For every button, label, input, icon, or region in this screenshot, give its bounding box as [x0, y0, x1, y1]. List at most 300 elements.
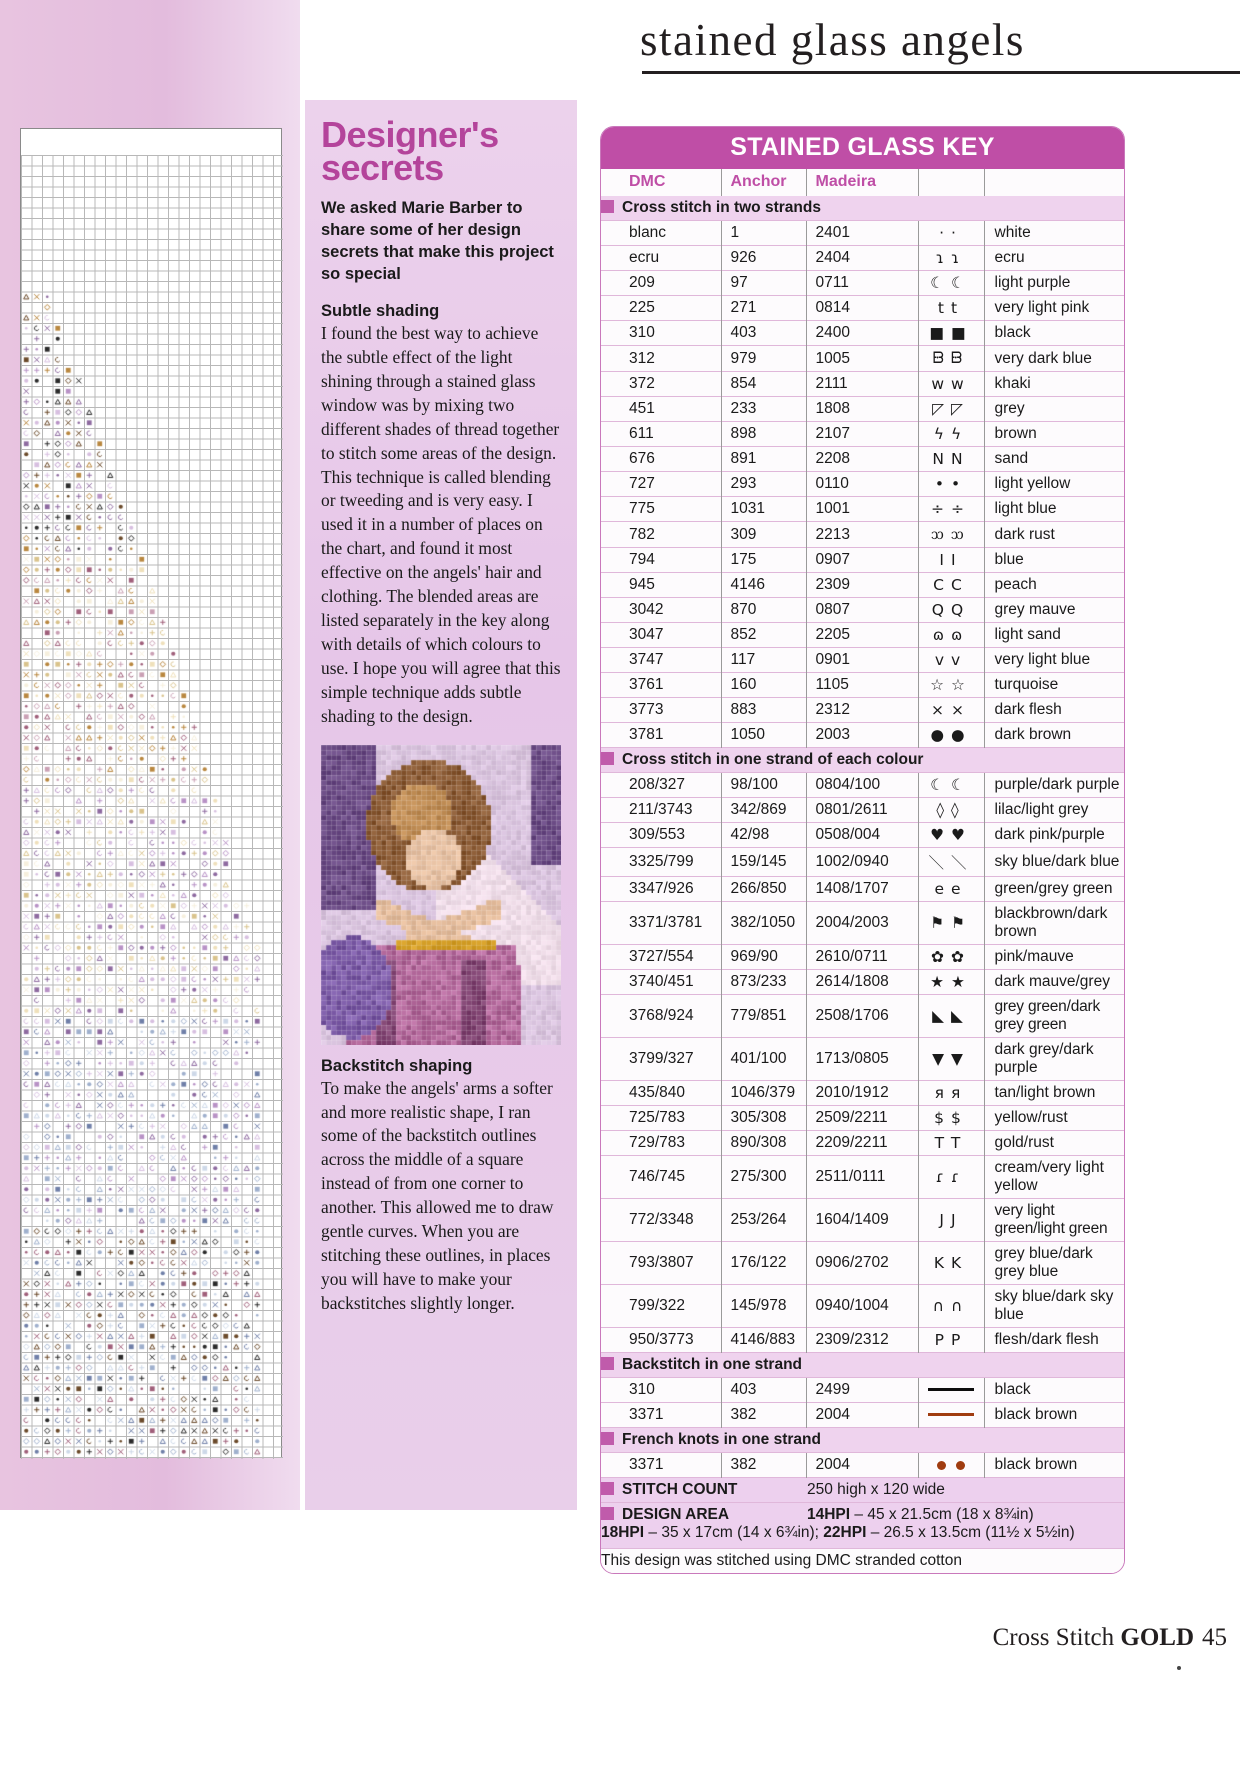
key-cell-madeira: 2107 — [806, 422, 918, 447]
key-cell-anchor: 305/308 — [721, 1106, 806, 1131]
key-cell-dmc: 3727/554 — [601, 945, 721, 970]
key-table-row — [601, 648, 1124, 673]
key-table-row — [601, 573, 1124, 598]
key-table-row — [601, 598, 1124, 623]
stitch-count-value: 250 high x 120 wide — [807, 1481, 945, 1498]
key-cell-dmc: 3761 — [601, 673, 721, 698]
key-cell-description: dark grey/dark purple — [994, 1041, 1094, 1076]
key-table-row — [601, 995, 1124, 1038]
key-table-row — [601, 623, 1124, 648]
key-cell-anchor: 233 — [721, 397, 806, 422]
key-cell-anchor: 854 — [721, 372, 806, 397]
key-cell-description: ecru — [994, 249, 1025, 266]
key-section-bar — [601, 748, 1124, 773]
key-cell-description: light sand — [994, 626, 1061, 643]
key-table-row — [601, 497, 1124, 522]
key-cell-symbol: KK — [918, 1242, 984, 1285]
key-cell-dmc: 746/745 — [601, 1156, 721, 1199]
key-cell-madeira: 2003 — [806, 723, 918, 748]
key-table-row — [601, 823, 1124, 848]
key-cell-symbol: ✿✿ — [918, 945, 984, 970]
key-panel-header: STAINED GLASS KEY — [601, 127, 1124, 169]
french-knot-dot-icon — [937, 1461, 946, 1470]
key-table-row — [601, 673, 1124, 698]
key-cell-backstitch-line — [918, 1403, 984, 1428]
key-section-bar — [601, 1428, 1124, 1453]
key-cell-symbol: ϟϟ — [918, 422, 984, 447]
key-table-row — [601, 1038, 1124, 1081]
key-table-row — [601, 1285, 1124, 1328]
key-cell-symbol: II — [918, 548, 984, 573]
key-cell-symbol: ɷɷ — [918, 623, 984, 648]
key-cell-anchor: 42/98 — [721, 823, 806, 848]
key-table-row — [601, 773, 1124, 798]
key-cell-description: black — [994, 1381, 1031, 1398]
design-area-row — [601, 1503, 1124, 1549]
key-cell-madeira: 2614/1808 — [806, 970, 918, 995]
key-table-row — [601, 472, 1124, 497]
key-cell-madeira: 2508/1706 — [806, 995, 918, 1038]
section-body-backstitch-shaping: To make the angels' arms a softer and more realistic shape, I ran some of the backstitch outlines across the middle of a square instead of from one corner to another. This allowed me to draw gentle curves. When you are stitching these outlines, in places you will have to make your backstitches slightly longer. — [321, 1077, 554, 1313]
key-cell-description: very light green/light green — [994, 1202, 1108, 1237]
key-cell-description: very light pink — [994, 299, 1090, 316]
french-knot-dot-icon — [956, 1461, 965, 1470]
design-area-14hpi-label: 14HPI — [807, 1506, 851, 1523]
key-table-row — [601, 346, 1124, 372]
key-cell-symbol: яя — [918, 1081, 984, 1106]
backstitch-line-swatch — [928, 1413, 974, 1416]
key-cell-anchor: 979 — [721, 346, 806, 372]
key-cell-symbol: ♥♥ — [918, 823, 984, 848]
key-cell-madeira: 0508/004 — [806, 823, 918, 848]
key-cell-dmc: 3042 — [601, 598, 721, 623]
key-cell-symbol: ☆☆ — [918, 673, 984, 698]
key-cell-madeira: 2208 — [806, 447, 918, 472]
secrets-title-line1: Designer's — [321, 114, 499, 155]
key-cell-dmc: 3747 — [601, 648, 721, 673]
key-table-row — [601, 221, 1124, 246]
secrets-standfirst: We asked Marie Barber to share some of her design secrets that make this project so special — [321, 199, 554, 284]
key-column-header-row — [601, 169, 1124, 196]
key-cell-symbol: NN — [918, 447, 984, 472]
key-cell-dmc: 794 — [601, 548, 721, 573]
key-cell-anchor: 4146/883 — [721, 1328, 806, 1353]
key-table-row — [601, 1131, 1124, 1156]
key-cell-dmc: 772/3348 — [601, 1199, 721, 1242]
key-cell-dmc: 775 — [601, 497, 721, 522]
stained-glass-key-panel — [600, 126, 1125, 1574]
key-cell-symbol: PP — [918, 1328, 984, 1353]
key-cell-madeira: 0901 — [806, 648, 918, 673]
key-cell-anchor: 898 — [721, 422, 806, 447]
designers-secrets-title — [321, 114, 561, 189]
key-cell-symbol: ww — [918, 372, 984, 397]
key-cell-madeira: 2511/0111 — [806, 1156, 918, 1199]
key-cell-dmc: 3371 — [601, 1403, 721, 1428]
key-cell-description: grey — [994, 400, 1025, 417]
key-cell-description: purple/dark purple — [994, 776, 1120, 793]
key-cell-anchor: 401/100 — [721, 1038, 806, 1081]
key-cell-symbol: TT — [918, 1131, 984, 1156]
key-cell-madeira: 2010/1912 — [806, 1081, 918, 1106]
key-cell-madeira: 1002/0940 — [806, 848, 918, 877]
key-cell-anchor: 293 — [721, 472, 806, 497]
key-cell-dmc: blanc — [601, 221, 721, 246]
key-cell-anchor: 176/122 — [721, 1242, 806, 1285]
key-cell-madeira: 2509/2211 — [806, 1106, 918, 1131]
key-table-row — [601, 945, 1124, 970]
key-cell-dmc: 725/783 — [601, 1106, 721, 1131]
key-cell-madeira: 2209/2211 — [806, 1131, 918, 1156]
key-footnote-row — [601, 1549, 1124, 1574]
key-column-header-dmc: DMC — [601, 169, 721, 196]
section-chip-icon — [601, 1482, 614, 1495]
key-cell-description: flesh/dark flesh — [994, 1331, 1099, 1348]
key-cell-dmc: 950/3773 — [601, 1328, 721, 1353]
page-title: stained glass angels — [640, 15, 1025, 65]
key-cell-symbol: ☾☾ — [918, 271, 984, 296]
key-cell-dmc: 3781 — [601, 723, 721, 748]
key-section-label: French knots in one strand — [622, 1431, 821, 1448]
key-cell-madeira: 0807 — [806, 598, 918, 623]
key-cell-description: peach — [994, 576, 1037, 593]
key-cell-description: sky blue/dark blue — [994, 853, 1120, 870]
key-table-row — [601, 1328, 1124, 1353]
key-cell-anchor: 1031 — [721, 497, 806, 522]
key-cell-anchor: 309 — [721, 522, 806, 548]
key-table-row — [601, 798, 1124, 823]
key-cell-dmc: 310 — [601, 321, 721, 346]
key-table-row — [601, 723, 1124, 748]
key-cell-madeira: 2309 — [806, 573, 918, 598]
key-table-row — [601, 1453, 1124, 1478]
key-cell-dmc: 799/322 — [601, 1285, 721, 1328]
key-section-bar — [601, 196, 1124, 221]
key-cell-dmc: 676 — [601, 447, 721, 472]
key-table-row — [601, 1242, 1124, 1285]
key-cell-madeira: 2004 — [806, 1403, 918, 1428]
masthead-rule — [642, 71, 1240, 74]
key-cell-description: very light blue — [994, 651, 1091, 668]
page-number: 45 — [1202, 1624, 1227, 1651]
key-cell-symbol: CC — [918, 573, 984, 598]
key-cell-anchor: 926 — [721, 246, 806, 271]
key-cell-anchor: 98/100 — [721, 773, 806, 798]
magazine-brand: Cross Stitch GOLD — [992, 1624, 1194, 1651]
section-chip-icon — [601, 200, 614, 213]
key-table-row — [601, 1403, 1124, 1428]
key-column-header-symbol — [918, 169, 984, 196]
cross-stitch-chart-panel — [20, 128, 282, 1458]
key-cell-symbol: ★★ — [918, 970, 984, 995]
key-cell-dmc: 451 — [601, 397, 721, 422]
key-cell-madeira: 2213 — [806, 522, 918, 548]
key-cell-madeira: 1713/0805 — [806, 1038, 918, 1081]
key-cell-description: grey mauve — [994, 601, 1076, 618]
key-table-row — [601, 447, 1124, 472]
key-cell-dmc: 3047 — [601, 623, 721, 648]
key-cell-description: green/grey green — [994, 880, 1113, 897]
key-table-row — [601, 422, 1124, 447]
key-cell-symbol: ᗹᗹ — [918, 346, 984, 372]
key-cell-symbol: ⚑⚑ — [918, 902, 984, 945]
key-cell-anchor: 382/1050 — [721, 902, 806, 945]
key-table-row — [601, 902, 1124, 945]
key-cell-description: grey blue/dark grey blue — [994, 1245, 1093, 1280]
key-cell-dmc: 3371 — [601, 1453, 721, 1478]
key-cell-symbol: vv — [918, 648, 984, 673]
key-cell-dmc: 945 — [601, 573, 721, 598]
section-chip-icon — [601, 1507, 614, 1520]
key-cell-symbol: ◣◣ — [918, 995, 984, 1038]
key-cell-anchor: 779/851 — [721, 995, 806, 1038]
key-section-label: Cross stitch in two strands — [622, 199, 821, 216]
key-cell-madeira: 1105 — [806, 673, 918, 698]
key-cell-madeira: 2309/2312 — [806, 1328, 918, 1353]
key-cell-description: grey green/dark grey green — [994, 998, 1101, 1033]
section-chip-icon — [601, 1432, 614, 1445]
stitch-count-label: STITCH COUNT — [622, 1481, 738, 1498]
key-cell-madeira: 2401 — [806, 221, 918, 246]
backstitch-line-swatch — [928, 1388, 974, 1391]
key-cell-symbol: ᦉᦉ — [918, 522, 984, 548]
key-cell-anchor: 266/850 — [721, 877, 806, 902]
key-cell-description: black — [994, 324, 1031, 341]
key-cell-description: sky blue/dark sky blue — [994, 1288, 1114, 1323]
key-table-row — [601, 522, 1124, 548]
key-cell-madeira: 1808 — [806, 397, 918, 422]
section-heading-subtle-shading: Subtle shading — [321, 301, 440, 320]
key-cell-backstitch-line — [918, 1378, 984, 1403]
design-area-14hpi-value: – 45 x 21.5cm (18 x 8¾in) — [850, 1506, 1034, 1523]
key-cell-symbol: ×× — [918, 698, 984, 723]
design-area-line2: 18HPI – 35 x 17cm (14 x 6¾in); 22HPI – 26.5 x 13.5cm (11½ x 5½in) — [601, 1524, 1075, 1541]
key-cell-description: tan/light brown — [994, 1084, 1096, 1101]
key-cell-dmc: 3773 — [601, 698, 721, 723]
key-cell-description: black brown — [994, 1456, 1078, 1473]
key-cell-madeira: 0814 — [806, 296, 918, 321]
key-cell-symbol: ɾɾ — [918, 1156, 984, 1199]
key-cell-anchor: 852 — [721, 623, 806, 648]
key-cell-description: brown — [994, 425, 1037, 442]
key-cell-madeira: 2111 — [806, 372, 918, 397]
key-table-row — [601, 970, 1124, 995]
key-cell-madeira: 2400 — [806, 321, 918, 346]
key-cell-dmc: 209 — [601, 271, 721, 296]
key-cell-dmc: 3740/451 — [601, 970, 721, 995]
key-cell-anchor: 1046/379 — [721, 1081, 806, 1106]
key-cell-dmc: 225 — [601, 296, 721, 321]
key-cell-description: turquoise — [994, 676, 1059, 693]
key-cell-dmc: 3799/327 — [601, 1038, 721, 1081]
key-cell-symbol: ɿɿ — [918, 246, 984, 271]
key-cell-description: white — [994, 224, 1031, 241]
section-chip-icon — [601, 1357, 614, 1370]
key-cell-anchor: 342/869 — [721, 798, 806, 823]
masthead — [640, 14, 1240, 76]
key-table-row — [601, 321, 1124, 346]
key-cell-symbol: ▼▼ — [918, 1038, 984, 1081]
key-cell-madeira: 2205 — [806, 623, 918, 648]
key-table-row — [601, 877, 1124, 902]
key-cell-madeira: 1408/1707 — [806, 877, 918, 902]
key-cell-symbol: $$ — [918, 1106, 984, 1131]
page-footer — [993, 1624, 1227, 1652]
key-cell-anchor: 883 — [721, 698, 806, 723]
key-cell-description: pink/mauve — [994, 948, 1074, 965]
footer-dot — [1177, 1666, 1181, 1670]
key-table-row — [601, 397, 1124, 422]
key-cell-dmc: 372 — [601, 372, 721, 397]
key-cell-french-knot — [918, 1453, 984, 1478]
key-cell-dmc: ecru — [601, 246, 721, 271]
key-cell-madeira: 2312 — [806, 698, 918, 723]
key-column-header-anchor: Anchor — [721, 169, 806, 196]
key-cell-anchor: 382 — [721, 1453, 806, 1478]
key-cell-description: light blue — [994, 500, 1057, 517]
key-cell-anchor: 891 — [721, 447, 806, 472]
key-cell-madeira: 0940/1004 — [806, 1285, 918, 1328]
key-cell-anchor: 890/308 — [721, 1131, 806, 1156]
stitch-count-row — [601, 1478, 1124, 1503]
key-cell-symbol: ·· — [918, 221, 984, 246]
key-cell-description: cream/very light yellow — [994, 1159, 1104, 1194]
key-column-header-description — [984, 169, 1124, 196]
key-cell-anchor: 275/300 — [721, 1156, 806, 1199]
key-cell-description: blue — [994, 551, 1024, 568]
secrets-title-line2: secrets — [321, 147, 444, 189]
key-table-row — [601, 1081, 1124, 1106]
key-cell-description: light purple — [994, 274, 1071, 291]
key-cell-anchor: 117 — [721, 648, 806, 673]
key-cell-madeira: 2404 — [806, 246, 918, 271]
key-cell-anchor: 873/233 — [721, 970, 806, 995]
key-cell-description: gold/rust — [994, 1134, 1054, 1151]
key-cell-symbol: ●● — [918, 723, 984, 748]
key-section-label: Cross stitch in one strand of each colour — [622, 751, 924, 768]
design-area-label: DESIGN AREA — [622, 1506, 730, 1523]
key-table-row — [601, 698, 1124, 723]
key-cell-madeira: 0804/100 — [806, 773, 918, 798]
key-cell-dmc: 3325/799 — [601, 848, 721, 877]
key-cell-madeira: 1604/1409 — [806, 1199, 918, 1242]
key-cell-description: sand — [994, 450, 1029, 467]
key-cell-dmc: 611 — [601, 422, 721, 447]
chart-stitch-canvas — [21, 155, 281, 1457]
key-cell-madeira: 0801/2611 — [806, 798, 918, 823]
key-cell-anchor: 4146 — [721, 573, 806, 598]
key-table-row — [601, 271, 1124, 296]
key-cell-madeira: 0711 — [806, 271, 918, 296]
key-cell-dmc: 435/840 — [601, 1081, 721, 1106]
key-cell-anchor: 159/145 — [721, 848, 806, 877]
designers-secrets-column — [305, 100, 577, 1510]
key-cell-symbol: ◸◸ — [918, 397, 984, 422]
angel-detail-photo — [321, 745, 561, 1045]
key-cell-description: dark pink/purple — [994, 826, 1105, 843]
key-cell-anchor: 403 — [721, 1378, 806, 1403]
key-cell-description: dark brown — [994, 726, 1072, 743]
key-cell-anchor: 253/264 — [721, 1199, 806, 1242]
key-table-row — [601, 1156, 1124, 1199]
key-cell-description: dark rust — [994, 525, 1055, 543]
key-cell-description: dark flesh — [994, 701, 1062, 718]
key-cell-symbol: ÷÷ — [918, 497, 984, 522]
key-table — [601, 169, 1124, 1573]
key-table-row — [601, 848, 1124, 877]
key-cell-anchor: 97 — [721, 271, 806, 296]
key-cell-anchor: 403 — [721, 321, 806, 346]
key-cell-madeira: 0110 — [806, 472, 918, 497]
key-cell-anchor: 969/90 — [721, 945, 806, 970]
key-table-row — [601, 296, 1124, 321]
key-cell-dmc: 793/3807 — [601, 1242, 721, 1285]
key-cell-symbol: ＼＼ — [918, 848, 984, 877]
key-column-header-madeira: Madeira — [806, 169, 918, 196]
key-cell-description: lilac/light grey — [994, 801, 1089, 818]
key-cell-madeira: 2610/0711 — [806, 945, 918, 970]
key-cell-dmc: 3371/3781 — [601, 902, 721, 945]
key-cell-madeira: 0906/2702 — [806, 1242, 918, 1285]
key-cell-symbol: ∩∩ — [918, 1285, 984, 1328]
key-cell-anchor: 271 — [721, 296, 806, 321]
key-cell-symbol: ◊◊ — [918, 798, 984, 823]
key-table-row — [601, 1199, 1124, 1242]
key-cell-dmc: 312 — [601, 346, 721, 372]
key-cell-madeira: 2004 — [806, 1453, 918, 1478]
key-cell-description: blackbrown/dark brown — [994, 905, 1108, 940]
key-table-row — [601, 548, 1124, 573]
key-table-row — [601, 246, 1124, 271]
key-cell-description: light yellow — [994, 475, 1071, 492]
key-cell-symbol: JJ — [918, 1199, 984, 1242]
key-cell-symbol: ee — [918, 877, 984, 902]
key-cell-dmc: 310 — [601, 1378, 721, 1403]
key-cell-symbol: QQ — [918, 598, 984, 623]
key-cell-dmc: 208/327 — [601, 773, 721, 798]
key-cell-dmc: 782 — [601, 522, 721, 548]
key-cell-symbol: •• — [918, 472, 984, 497]
key-table-row — [601, 1378, 1124, 1403]
key-section-bar — [601, 1353, 1124, 1378]
key-cell-anchor: 870 — [721, 598, 806, 623]
key-cell-dmc: 211/3743 — [601, 798, 721, 823]
key-cell-madeira: 0907 — [806, 548, 918, 573]
key-cell-anchor: 1 — [721, 221, 806, 246]
key-cell-dmc: 729/783 — [601, 1131, 721, 1156]
section-heading-backstitch-shaping: Backstitch shaping — [321, 1056, 473, 1075]
key-cell-anchor: 160 — [721, 673, 806, 698]
key-cell-description: yellow/rust — [994, 1109, 1068, 1126]
key-footnote: This design was stitched using DMC stranded cotton — [601, 1549, 1124, 1574]
key-cell-dmc: 309/553 — [601, 823, 721, 848]
key-section-label: Backstitch in one strand — [622, 1356, 803, 1373]
key-cell-madeira: 2004/2003 — [806, 902, 918, 945]
key-table-row — [601, 372, 1124, 397]
key-cell-anchor: 382 — [721, 1403, 806, 1428]
key-cell-anchor: 175 — [721, 548, 806, 573]
section-chip-icon — [601, 752, 614, 765]
key-cell-symbol: tt — [918, 296, 984, 321]
key-cell-madeira: 1001 — [806, 497, 918, 522]
key-table-row — [601, 1106, 1124, 1131]
key-cell-description: khaki — [994, 375, 1031, 392]
key-cell-madeira: 1005 — [806, 346, 918, 372]
key-cell-anchor: 145/978 — [721, 1285, 806, 1328]
section-body-subtle-shading: I found the best way to achieve the subtle effect of the light shining through a stained glass window was by mixing two different shades of thread together to stitch some areas of the design. This technique is called blending or tweeding and is very easy. I used it in a number of places on the chart, and found it most effective on the angels' hair and clothing. The blended areas are listed separately in the key along with details of which colours to use. I hope you will agree that this simple technique adds subtle shading to the design. — [321, 322, 561, 726]
key-cell-description: dark mauve/grey — [994, 973, 1110, 990]
key-cell-madeira: 2499 — [806, 1378, 918, 1403]
